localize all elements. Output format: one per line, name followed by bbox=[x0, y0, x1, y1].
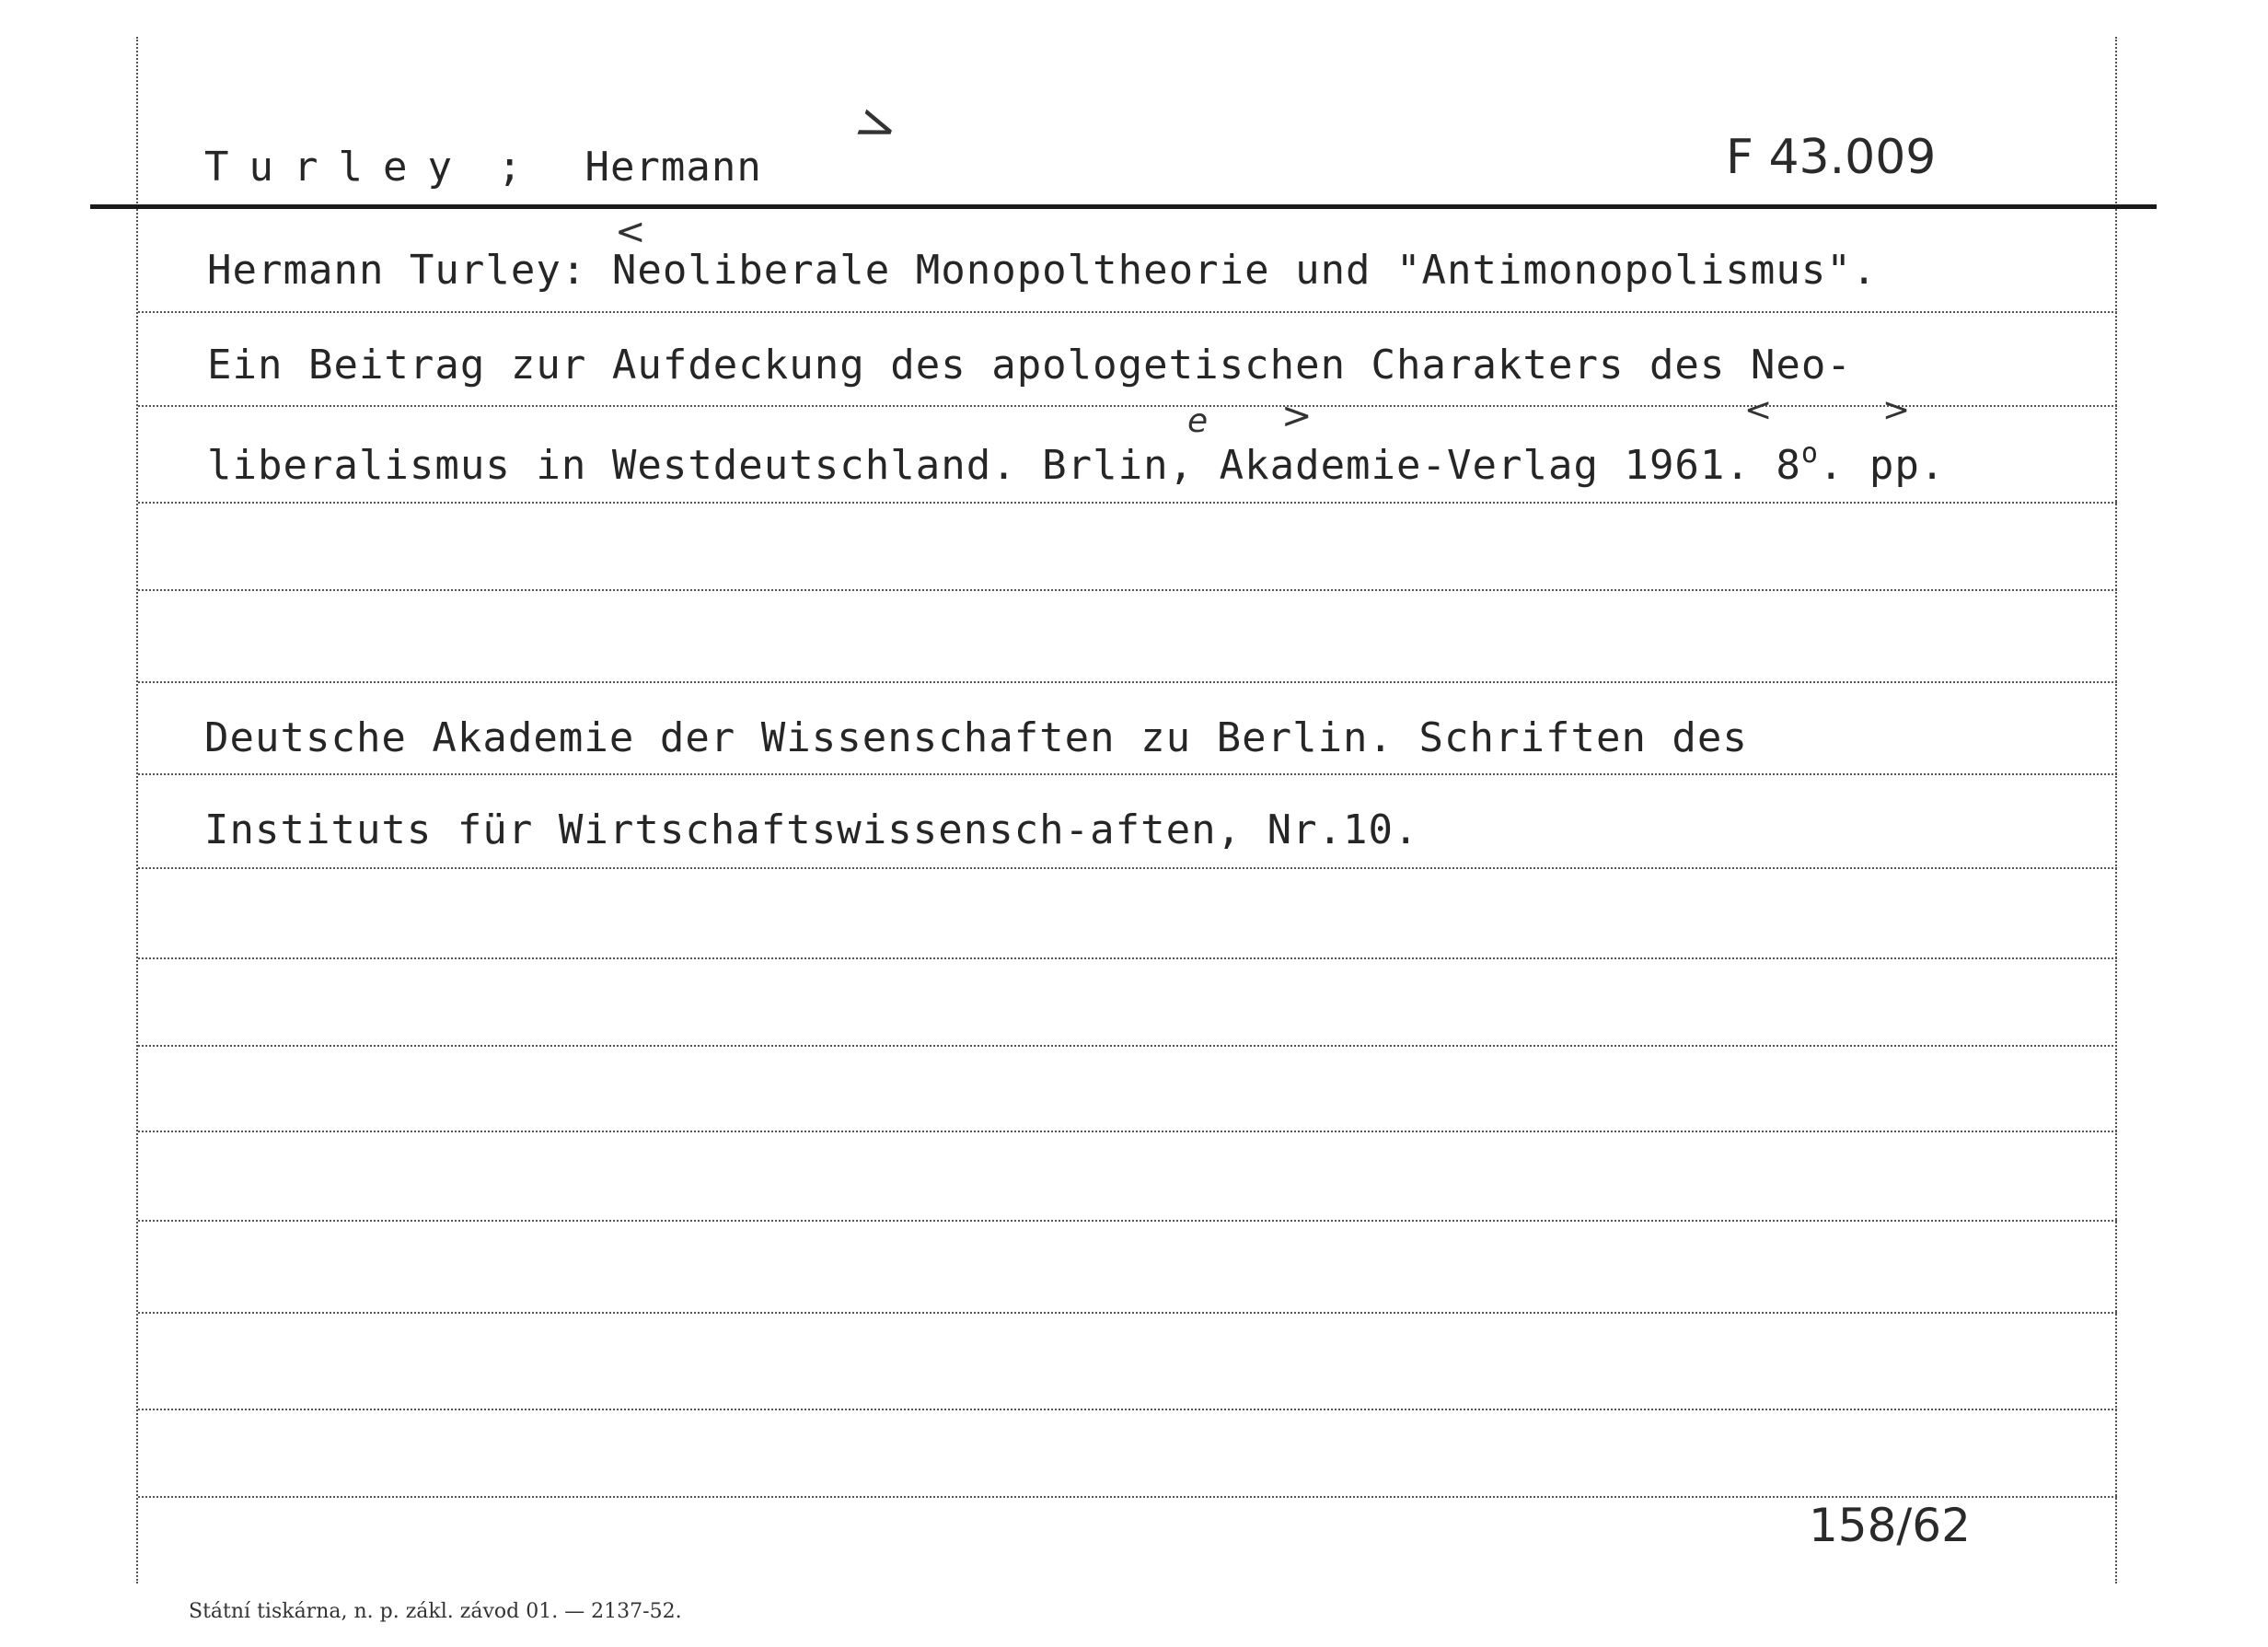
entry-line-2: Ein Beitrag zur Aufdeckung des apologetischen Charakters des Neo- bbox=[207, 342, 1852, 389]
handwritten-correction: e bbox=[1187, 402, 1209, 440]
left-margin-line bbox=[136, 37, 138, 1583]
entry-line-3-tail: . pp. bbox=[1818, 442, 1946, 489]
octavo-superscript: o bbox=[1800, 437, 1819, 470]
rule-13 bbox=[138, 1409, 2117, 1410]
proof-mark-caret-1: > bbox=[847, 91, 907, 160]
author-surname: Turley bbox=[204, 144, 472, 191]
proof-mark-caret-4: < bbox=[1744, 391, 1773, 429]
rule-5 bbox=[138, 681, 2117, 683]
proof-mark-caret-3: > bbox=[1281, 395, 1313, 437]
printer-imprint: Státní tiskárna, n. p. zákl. závod 01. — 2137-52. bbox=[189, 1600, 682, 1623]
heading-rule bbox=[90, 204, 2157, 209]
proof-mark-caret-2: < bbox=[615, 211, 646, 253]
accession-number: 158/62 bbox=[1809, 1499, 1971, 1552]
rule-7 bbox=[138, 867, 2117, 869]
rule-9 bbox=[138, 1045, 2117, 1047]
rule-10 bbox=[138, 1131, 2117, 1132]
rule-11 bbox=[138, 1220, 2117, 1222]
right-margin-line bbox=[2115, 37, 2117, 1583]
author-forename: Hermann bbox=[584, 144, 762, 191]
rule-8 bbox=[138, 957, 2117, 959]
rule-12 bbox=[138, 1312, 2117, 1314]
rule-2 bbox=[138, 405, 2117, 407]
heading-separator: ; bbox=[497, 144, 523, 191]
proof-mark-caret-5: > bbox=[1882, 391, 1911, 429]
entry-line-3-text: liberalismus in Westdeutschland. Brlin, Akademie-Verlag 1961. 8 bbox=[207, 442, 1801, 489]
series-line-2: Instituts für Wirtschaftswissensch-aften, Nr.10. bbox=[204, 806, 1419, 853]
rule-3 bbox=[138, 502, 2117, 504]
call-number: F 43.009 bbox=[1726, 130, 1937, 185]
rule-1 bbox=[138, 311, 2117, 313]
rule-14 bbox=[138, 1496, 2117, 1498]
rule-6 bbox=[138, 773, 2117, 775]
entry-line-1: Hermann Turley: Neoliberale Monopoltheorie und "Antimonopolismus". bbox=[207, 247, 1878, 294]
rule-4 bbox=[138, 589, 2117, 591]
entry-line-3 bbox=[207, 437, 1946, 489]
card-heading bbox=[204, 144, 762, 191]
series-line-1: Deutsche Akademie der Wissenschaften zu Berlin. Schriften des bbox=[204, 714, 1748, 761]
